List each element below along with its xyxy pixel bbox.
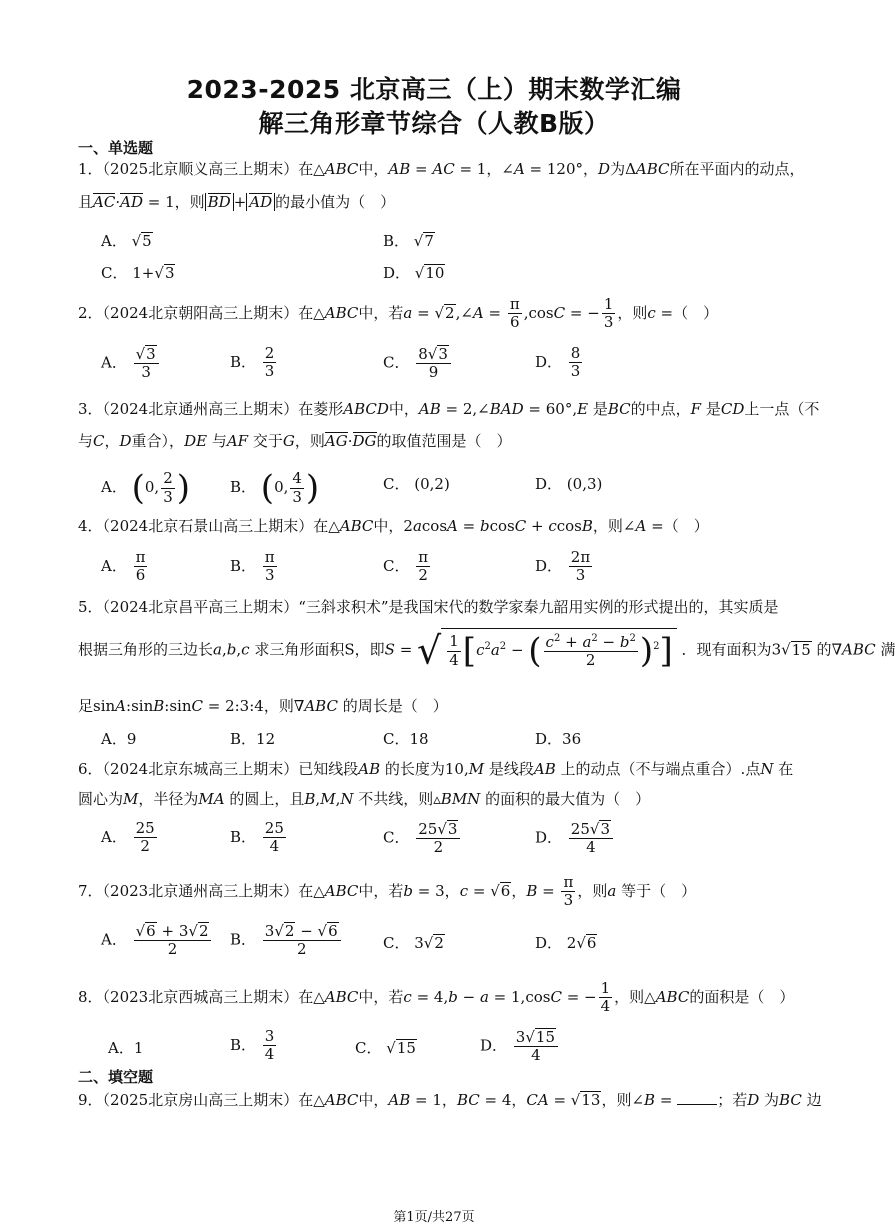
section-fill-blank: 二、填空题	[78, 1068, 154, 1086]
q1-option-a: A． √5	[101, 232, 152, 250]
q5-option-b: B．12	[230, 730, 276, 748]
q4-line1: 4．（2024北京石景山高三上期末）在△ABC中，2acosA = bcosC + ccosB，则∠A =（ ）	[78, 517, 709, 535]
q1-option-c: C． 1+√3	[101, 264, 175, 282]
q2-option-a: A． $\frac{√3}{3}$	[101, 345, 161, 382]
q8-option-a: A．1	[108, 1039, 144, 1057]
q6-line2: 圆心为M，半径为MA 的圆上，且B,M,N 不共线，则▵BMN 的面积的最大值为（ ）	[78, 790, 651, 808]
q5-line3: 足sinA:sinB:sinC = 2:3:4，则∇ABC 的周长是（ ）	[78, 697, 448, 715]
doc-title-line2: 解三角形章节综合（人教B版）	[258, 109, 610, 138]
q4-option-c: C． $\frac{\pi}{2}$	[383, 548, 429, 585]
q9-line1: 9．（2025北京房山高三上期末）在△ABC中，AB = 1，BC = 4，CA = √13，则∠B = ；若D 为BC 边	[78, 1091, 822, 1109]
q6-option-a: A． $\frac{25}{2}$	[101, 819, 155, 856]
q4-option-a: A． $\frac{\pi}{6}$	[101, 548, 146, 585]
section-single-choice: 一、单选题	[78, 139, 154, 157]
q8-option-b: B． $\frac{3}{4}$	[230, 1027, 275, 1064]
q8-option-c: C． √15	[355, 1039, 416, 1057]
q8-option-d: D． $\frac{3√15}{4}$	[480, 1028, 560, 1065]
q1-option-b: B． √7	[383, 232, 434, 250]
q5-option-c: C．18	[383, 730, 429, 748]
q6-line1: 6．（2024北京东城高三上期末）已知线段AB 的长度为10,M 是线段AB 上的动点（不与端点重合）.点N 在	[78, 760, 794, 778]
q4-option-b: B． $\frac{\pi}{3}$	[230, 548, 275, 585]
q6-option-d: D． $\frac{25√3}{4}$	[535, 820, 615, 857]
q2-option-b: B． $\frac{2}{3}$	[230, 344, 275, 381]
page-footer: 第1页/共27页	[393, 1210, 475, 1225]
doc-title-line1: 2023-2025 北京高三（上）期末数学汇编	[186, 75, 682, 104]
q1-line2: 且AC·AD = 1，则 BD + AD 的最小值为（ ）	[78, 193, 396, 211]
q5-line2: 根据三角形的三边长a,b,c 求三角形面积S，即S = √ $\frac{1}{4}$ [$c^2a^2$ − ( $\frac{c^2 + a^2 - b^2}{2}$ )$^2$] ．现有面积为3√15 的∇ABC 满	[78, 628, 895, 673]
q4-option-d: D． $\frac{2\pi}{3}$	[535, 548, 591, 585]
q3-option-a: A． (0, $\frac{2}{3}$ )	[101, 468, 190, 508]
q6-option-b: B． $\frac{25}{4}$	[230, 819, 284, 856]
q2-option-c: C． $\frac{8√3}{9}$	[383, 345, 453, 382]
q7-option-a: A． $\frac{√6 + 3√2}{2}$	[101, 922, 213, 959]
q5-option-a: A．9	[101, 730, 137, 748]
q1-option-d: D． √10	[383, 264, 445, 282]
q7-option-d: D． 2√6	[535, 934, 597, 952]
q3-line1: 3．（2024北京通州高三上期末）在菱形ABCD中，AB = 2,∠BAD = 60°,E 是BC的中点，F 是CD上一点（不	[78, 400, 820, 418]
q3-option-c: C． (0,2)	[383, 475, 450, 493]
q1-line1: 1．（2025北京顺义高三上期末）在△ABC中，AB = AC = 1，∠A = 120°，D为ΔABC所在平面内的动点，	[78, 160, 805, 178]
q9-blank	[677, 1104, 717, 1105]
q3-option-d: D． (0,3)	[535, 475, 603, 493]
q3-line2: 与C，D重合），DE 与AF 交于G，则AG·DG的取值范围是（ ）	[78, 432, 512, 450]
q8-line1: 8．（2023北京西城高三上期末）在△ABC中，若c = 4,b − a = 1,cosC = − $\frac{1}{4}$ ，则△ABC的面积是（ ）	[78, 979, 795, 1016]
q5-line1: 5．（2024北京昌平高三上期末）“三斜求积术”是我国宋代的数学家秦九韶用实例的形式提出的，其实质是	[78, 598, 779, 616]
q2-option-d: D． $\frac{8}{3}$	[535, 344, 581, 381]
q3-option-b: B． (0, $\frac{4}{3}$ )	[230, 468, 320, 508]
q7-line1: 7．（2023北京通州高三上期末）在△ABC中，若b = 3，c = √6，B = $\frac{\pi}{3}$ ，则a 等于（ ）	[78, 873, 697, 910]
q5-option-d: D．36	[535, 730, 582, 748]
q7-option-b: B． $\frac{3√2 - √6}{2}$	[230, 922, 343, 959]
q6-option-c: C． $\frac{25√3}{2}$	[383, 820, 462, 857]
q7-option-c: C． 3√2	[383, 934, 444, 952]
q2-line1: 2．（2024北京朝阳高三上期末）在△ABC中，若a = √2,∠A = $\frac{\pi}{6}$ ,cosC = − $\frac{1}{3}$ ，则c =（ ）	[78, 295, 719, 332]
